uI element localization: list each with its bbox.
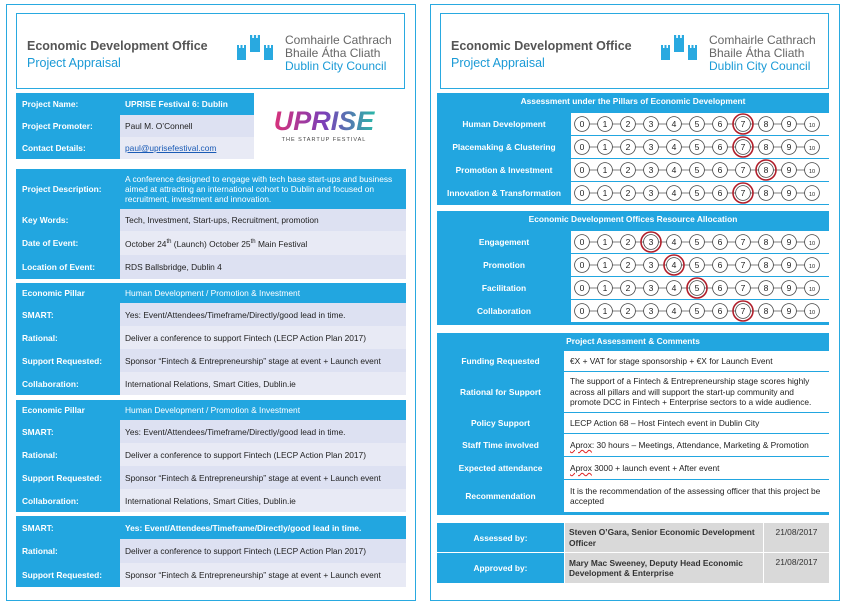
date-sup-1: th [166, 239, 172, 246]
pillars-section-title: Assessment under the Pillars of Economic Development [520, 96, 746, 106]
scale-number: 1 [602, 119, 608, 129]
staff-time-row [437, 434, 829, 456]
collaboration-label: Collaboration: [22, 378, 79, 389]
economic-pillar-row [16, 400, 406, 420]
scale-number: 8 [763, 165, 769, 175]
smart-value: Yes: Event/Attendees/Timeframe/Directly/good lead in time. [120, 516, 406, 539]
date-part-3: Main Festival [255, 238, 308, 249]
scale-number: 6 [717, 142, 723, 152]
project-promoter-value: Paul M. O’Connell [120, 115, 254, 137]
scale-number: 6 [717, 306, 723, 316]
pillars-section [437, 93, 829, 205]
scale-number: 9 [786, 237, 792, 247]
project-name-value: UPRISE Festival 6: Dublin [120, 93, 254, 115]
pillar-label: Promotion & Investment [455, 165, 553, 175]
assessed-by-date: 21/08/2017 [764, 523, 829, 552]
location-value: RDS Ballsbridge, Dublin 4 [120, 255, 406, 279]
scale-number: 10 [808, 169, 816, 175]
score-scale [571, 277, 829, 299]
scale-number: 1 [602, 306, 608, 316]
scale-number: 6 [717, 119, 723, 129]
scale-number: 5 [694, 237, 700, 247]
scale-number: 9 [786, 119, 792, 129]
attendance-value [564, 457, 829, 479]
approved-by-name: Mary Mac Sweeney, Deputy Head Economic Development & Enterprise [565, 553, 763, 583]
scale-number: 0 [579, 237, 585, 247]
score-scale [571, 300, 829, 322]
left-header [16, 13, 405, 89]
keywords-label: Key Words: [22, 215, 69, 225]
scale-number: 0 [579, 119, 585, 129]
rational-support-row [437, 372, 829, 412]
council-line-irish-2: Bhaile Átha Cliath [709, 46, 805, 60]
resource-section-title: Economic Development Offices Resource Allocation [528, 214, 738, 224]
support-requested-row [16, 349, 406, 372]
scale-number: 10 [808, 123, 816, 129]
details-block [16, 169, 406, 279]
scale-number: 4 [671, 306, 677, 316]
scale-number: 7 [740, 142, 746, 152]
recommendation-label: Recommendation [465, 491, 536, 501]
support-requested-label: Support Requested: [22, 355, 103, 366]
scale-number: 0 [579, 283, 585, 293]
scale-number: 4 [671, 119, 677, 129]
header-title: Economic Development Office [27, 39, 208, 53]
project-name-label: Project Name: [22, 99, 79, 109]
pillar-label: Innovation & Transformation [447, 188, 561, 198]
location-row [16, 255, 406, 279]
resource-section [437, 211, 829, 325]
smart-row [16, 420, 406, 443]
scale-number: 4 [671, 260, 677, 270]
resource-score-row [437, 231, 829, 253]
scale-number: 3 [648, 119, 654, 129]
policy-support-value: LECP Action 68 – Host Fintech event in Dublin City [564, 413, 829, 433]
score-scale [571, 136, 829, 158]
scale-number: 10 [808, 310, 816, 316]
staff-time-detail: : 30 hours – Meetings, Attendance, Marketing & Promotion [591, 439, 809, 450]
support-requested-label: Support Requested: [22, 570, 103, 580]
attendance-detail: 3000 + launch event + After event [591, 462, 720, 473]
rational-value: Deliver a conference to support Fintech (LECP Action Plan 2017) [120, 539, 406, 563]
signoff-table [437, 523, 829, 583]
scale-number: 3 [648, 283, 654, 293]
approved-by-date: 21/08/2017 [764, 553, 829, 583]
collaboration-row [16, 372, 406, 395]
scale-number: 9 [786, 142, 792, 152]
scale-number: 8 [763, 283, 769, 293]
date-value [120, 231, 406, 255]
score-scale-svg [571, 254, 829, 276]
economic-pillar-value: Human Development / Promotion & Investment [120, 400, 406, 420]
rational-support-value: The support of a Fintech & Entrepreneurship stage scores highly across all pillars and will support the start-up community and promote DCC in Fintech + Enterprise sectors to a wide audience. [564, 372, 829, 412]
support-requested-row [16, 466, 406, 489]
scale-number: 2 [625, 188, 631, 198]
support-requested-label: Support Requested: [22, 472, 103, 483]
scale-number: 5 [694, 283, 700, 293]
smart-label: SMART: [22, 309, 54, 320]
scale-number: 8 [763, 306, 769, 316]
right-header [440, 13, 829, 89]
uprise-logo-tagline: THE STARTUP FESTIVAL [281, 137, 367, 143]
uprise-logo-text: UPRISE [273, 106, 375, 136]
rational-value: Deliver a conference to support Fintech (LECP Action Plan 2017) [120, 443, 406, 466]
rational-label: Rational: [22, 449, 58, 460]
support-requested-value: Sponsor “Fintech & Entrepreneurship” stage at event + Launch event [120, 563, 406, 587]
scale-number: 5 [694, 306, 700, 316]
score-scale-svg [571, 113, 829, 135]
left-page [6, 4, 416, 601]
recommendation-row [437, 480, 829, 512]
scale-number: 8 [763, 119, 769, 129]
rational-row [16, 443, 406, 466]
score-scale-svg [571, 300, 829, 322]
score-scale-svg [571, 182, 829, 204]
staff-time-value [564, 434, 829, 456]
scale-number: 4 [671, 237, 677, 247]
scale-number: 8 [763, 188, 769, 198]
council-line-irish-1: Comhairle Cathrach [285, 33, 392, 47]
funding-label: Funding Requested [461, 356, 540, 366]
economic-pillar-row [16, 283, 406, 303]
approved-by-label: Approved by: [437, 553, 564, 583]
resource-score-row [437, 277, 829, 299]
scale-number: 8 [763, 260, 769, 270]
smart-row [16, 303, 406, 326]
scale-number: 3 [648, 142, 654, 152]
project-promoter-label: Project Promoter: [22, 121, 93, 131]
scale-number: 1 [602, 165, 608, 175]
economic-pillar-label: Economic Pillar [22, 405, 85, 415]
pillar-label: Human Development [462, 119, 546, 129]
scale-number: 10 [808, 146, 816, 152]
scale-number: 6 [717, 260, 723, 270]
assessed-by-label: Assessed by: [437, 523, 564, 552]
scale-number: 9 [786, 260, 792, 270]
staff-time-aprox: Aprox [570, 439, 592, 450]
scale-number: 6 [717, 283, 723, 293]
rational-support-label: Rational for Support [460, 387, 541, 397]
location-label: Location of Event: [22, 262, 96, 272]
council-line-english: Dublin City Council [285, 59, 387, 73]
scale-number: 3 [648, 237, 654, 247]
resource-label: Engagement [478, 237, 530, 247]
scale-number: 2 [625, 237, 631, 247]
funding-value: €X + VAT for stage sponsorship + €X for Launch Event [564, 351, 829, 371]
rational-row [16, 539, 406, 563]
scale-number: 6 [717, 188, 723, 198]
score-scale-svg [571, 136, 829, 158]
scale-number: 0 [579, 142, 585, 152]
keywords-row [16, 209, 406, 231]
council-name [709, 34, 816, 73]
support-requested-value: Sponsor “Fintech & Entrepreneurship” stage at event + Launch event [120, 349, 406, 372]
right-page [430, 4, 840, 601]
resource-label: Facilitation [481, 283, 527, 293]
scale-number: 7 [740, 237, 746, 247]
attendance-aprox: Aprox [570, 462, 592, 473]
resource-score-row [437, 300, 829, 322]
smart-label: SMART: [22, 426, 54, 437]
scale-number: 7 [740, 188, 746, 198]
date-label: Date of Event: [22, 238, 79, 248]
scale-number: 9 [786, 165, 792, 175]
scale-number: 4 [671, 188, 677, 198]
economic-pillar-value: Human Development / Promotion & Investment [120, 283, 406, 303]
date-part-2: (Launch) October 25 [171, 238, 251, 249]
scale-number: 4 [671, 142, 677, 152]
support-requested-row [16, 563, 406, 587]
collaboration-row [16, 489, 406, 512]
pillar-score-row [437, 182, 829, 204]
rational-row [16, 326, 406, 349]
scale-number: 1 [602, 260, 608, 270]
scale-number: 7 [740, 165, 746, 175]
uprise-logo [265, 102, 383, 146]
council-line-irish-1: Comhairle Cathrach [709, 33, 816, 47]
pillar-block-2 [16, 400, 406, 512]
funding-row [437, 351, 829, 371]
collaboration-value: International Relations, Smart Cities, Dublin.ie [120, 372, 406, 395]
scale-number: 2 [625, 283, 631, 293]
scale-number: 7 [740, 306, 746, 316]
scale-number: 0 [579, 165, 585, 175]
pillar-score-row [437, 136, 829, 158]
scale-number: 10 [808, 192, 816, 198]
scale-number: 8 [763, 142, 769, 152]
staff-time-label: Staff Time involved [462, 440, 539, 450]
scale-number: 5 [694, 165, 700, 175]
smart-label: SMART: [22, 522, 54, 533]
scale-number: 7 [740, 283, 746, 293]
scale-number: 5 [694, 260, 700, 270]
contact-email-link[interactable]: paul@uprisefestival.com [125, 143, 217, 153]
date-sup-2: th [250, 239, 256, 246]
collaboration-value: International Relations, Smart Cities, Dublin.ie [120, 489, 406, 512]
scale-number: 1 [602, 188, 608, 198]
contact-value [120, 137, 254, 159]
policy-support-label: Policy Support [470, 418, 531, 428]
scale-number: 8 [763, 237, 769, 247]
scale-number: 3 [648, 188, 654, 198]
scale-number: 9 [786, 283, 792, 293]
scale-number: 0 [579, 260, 585, 270]
scale-number: 4 [671, 283, 677, 293]
scale-number: 0 [579, 188, 585, 198]
dcc-castle-logo [659, 28, 699, 68]
assessed-by-name: Steven O’Gara, Senior Economic Development Officer [565, 523, 763, 552]
scale-number: 6 [717, 165, 723, 175]
scale-number: 2 [625, 306, 631, 316]
scale-number: 5 [694, 142, 700, 152]
header-title: Economic Development Office [451, 39, 632, 53]
scale-number: 2 [625, 119, 631, 129]
pillar-label: Placemaking & Clustering [452, 142, 556, 152]
pillar-score-row [437, 113, 829, 135]
score-scale [571, 159, 829, 181]
scale-number: 10 [808, 287, 816, 293]
pillar-block-1 [16, 283, 406, 395]
rational-value: Deliver a conference to support Fintech (LECP Action Plan 2017) [120, 326, 406, 349]
scale-number: 4 [671, 165, 677, 175]
rational-label: Rational: [22, 332, 58, 343]
description-label: Project Description: [22, 184, 102, 194]
rational-label: Rational: [22, 546, 58, 556]
scale-number: 1 [602, 142, 608, 152]
score-scale [571, 231, 829, 253]
smart-value: Yes: Event/Attendees/Timeframe/Directly/good lead in time. [120, 303, 406, 326]
score-scale [571, 113, 829, 135]
scale-number: 3 [648, 260, 654, 270]
council-name [285, 34, 392, 73]
scale-number: 7 [740, 260, 746, 270]
scale-number: 2 [625, 165, 631, 175]
scale-number: 10 [808, 264, 816, 270]
scale-number: 3 [648, 306, 654, 316]
scale-number: 2 [625, 260, 631, 270]
score-scale-svg [571, 231, 829, 253]
date-part-1: October 24 [125, 238, 167, 249]
scale-number: 1 [602, 283, 608, 293]
dcc-castle-logo [235, 28, 275, 68]
header-subtitle: Project Appraisal [27, 56, 121, 70]
score-scale [571, 254, 829, 276]
policy-support-row [437, 413, 829, 433]
attendance-label: Expected attendance [458, 463, 543, 473]
score-scale-svg [571, 159, 829, 181]
date-row [16, 231, 406, 255]
scale-number: 0 [579, 306, 585, 316]
support-requested-value: Sponsor “Fintech & Entrepreneurship” stage at event + Launch event [120, 466, 406, 489]
pillar-score-row [437, 159, 829, 181]
assessment-section [437, 333, 829, 515]
scale-number: 7 [740, 119, 746, 129]
collaboration-label: Collaboration: [22, 495, 79, 506]
scale-number: 10 [808, 241, 816, 247]
scale-number: 1 [602, 237, 608, 247]
scale-number: 9 [786, 188, 792, 198]
economic-pillar-label: Economic Pillar [22, 288, 85, 298]
assessment-section-title: Project Assessment & Comments [566, 336, 700, 346]
keywords-value: Tech, Investment, Start-ups, Recruitment, promotion [120, 209, 406, 231]
score-scale [571, 182, 829, 204]
recommendation-value: It is the recommendation of the assessing officer that this project be accepted [564, 480, 829, 512]
resource-label: Collaboration [477, 306, 531, 316]
description-value: A conference designed to engage with tech base start-ups and business aimed at attracting an international cohort to Dublin and focused on recruitment, investment and innovation. [120, 169, 406, 209]
score-scale-svg [571, 277, 829, 299]
council-line-irish-2: Bhaile Átha Cliath [285, 46, 381, 60]
smart-row [16, 516, 406, 539]
pillar-block-3 [16, 516, 406, 587]
header-subtitle: Project Appraisal [451, 56, 545, 70]
description-row [16, 169, 406, 209]
scale-number: 5 [694, 188, 700, 198]
attendance-row [437, 457, 829, 479]
scale-number: 9 [786, 306, 792, 316]
scale-number: 2 [625, 142, 631, 152]
resource-score-row [437, 254, 829, 276]
scale-number: 6 [717, 237, 723, 247]
resource-label: Promotion [483, 260, 525, 270]
scale-number: 5 [694, 119, 700, 129]
contact-label: Contact Details: [22, 143, 86, 153]
smart-value: Yes: Event/Attendees/Timeframe/Directly/good lead in time. [120, 420, 406, 443]
scale-number: 3 [648, 165, 654, 175]
council-line-english: Dublin City Council [709, 59, 811, 73]
